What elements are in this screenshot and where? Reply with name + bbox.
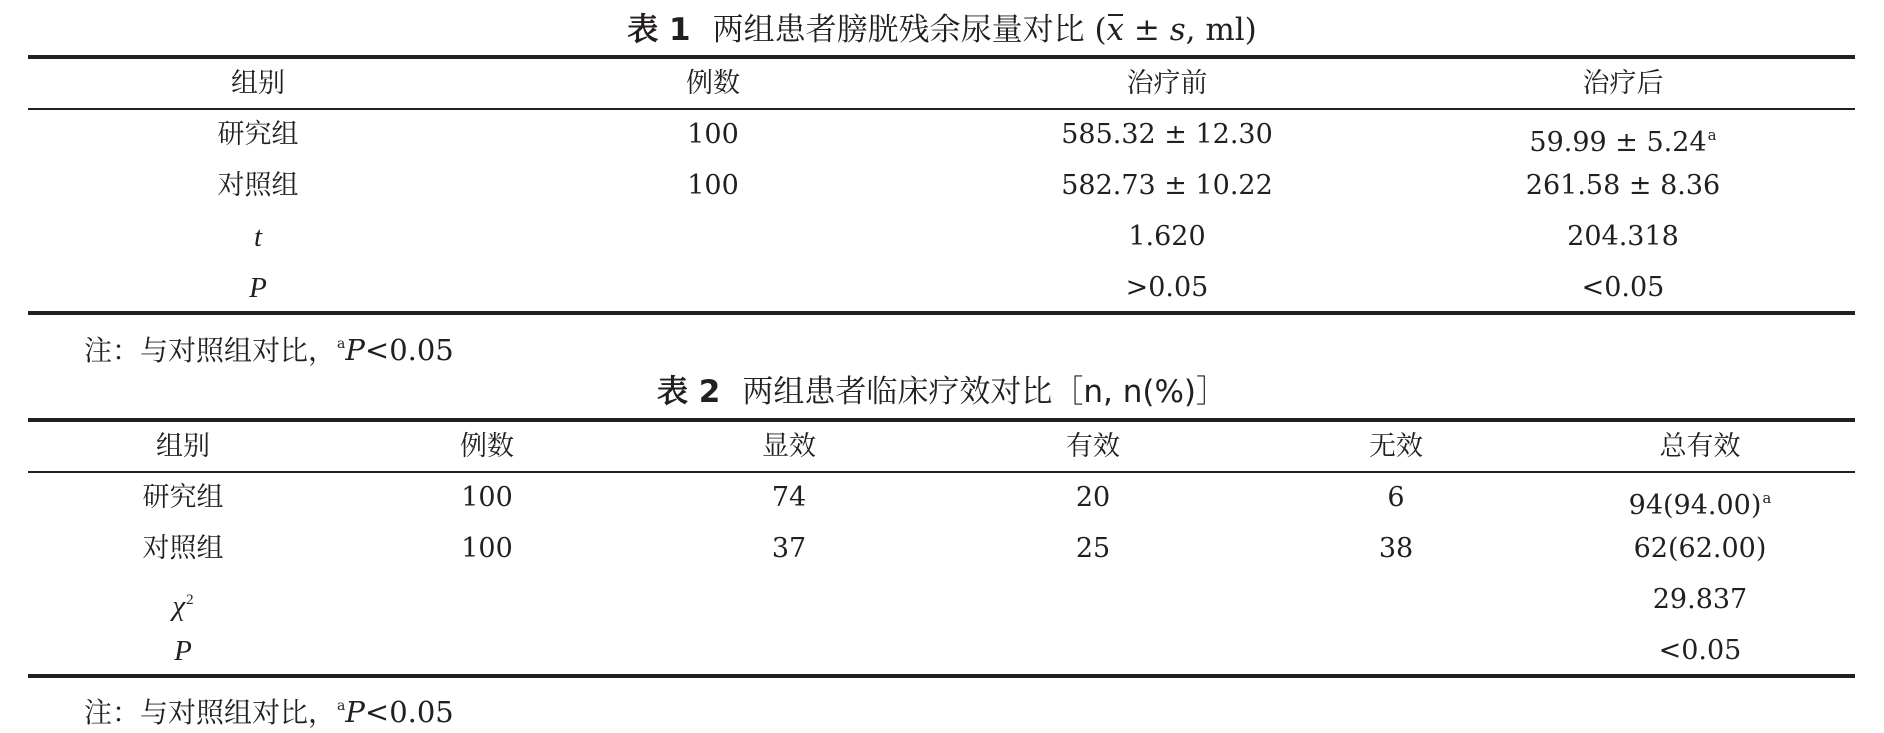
table1-row1-n: 100 — [687, 119, 739, 150]
table2-label: 表 2 — [656, 374, 721, 410]
table2-bottom-rule — [28, 674, 1855, 678]
superscript-a: a — [1762, 489, 1772, 507]
table2-row1-marked: 74 — [771, 482, 807, 513]
table2-title: 两组患者临床疗效对比［n, n(%)］ — [742, 374, 1228, 410]
table1-row2-group: 对照组 — [217, 170, 299, 201]
table1-p-after: <0.05 — [1581, 272, 1665, 303]
table1-row2-after: 261.58 ± 8.36 — [1525, 170, 1721, 201]
table2-row1-total: $94(94.00)^a$ — [1628, 489, 1772, 521]
table1-row2-before: 582.73 ± 10.22 — [1061, 170, 1273, 201]
table1-bottom-rule — [28, 311, 1855, 315]
table2-header-effective: 有效 — [1066, 431, 1120, 462]
table1-p-before: >0.05 — [1125, 272, 1209, 303]
table2-row2-ineffective: 38 — [1378, 533, 1414, 564]
table2-header-total: 总有效 — [1659, 431, 1741, 462]
mean-symbol: x — [1107, 8, 1124, 52]
table1-top-rule — [28, 55, 1855, 59]
table2-header-group: 组别 — [156, 431, 210, 462]
table2-row1-ineffective: 6 — [1387, 482, 1405, 513]
table1-header-n: 例数 — [686, 68, 740, 99]
table1-t-label: t — [253, 221, 263, 253]
table2-chi-label: $\chi^2$ — [172, 590, 194, 622]
table1-note: 注：与对照组对比，$^a$P<0.05 — [84, 333, 454, 367]
table1-unit-tail: , ml) — [1185, 12, 1257, 48]
table1-title: 两组患者膀胱残余尿量对比 — [712, 12, 1085, 48]
table2-header-marked: 显效 — [762, 431, 816, 462]
table1-header-after: 治疗后 — [1582, 68, 1664, 99]
plus-minus-symbol: ± — [1133, 12, 1160, 48]
table1-row1-group: 研究组 — [217, 119, 299, 150]
table1-note-text: 注：与对照组对比， — [84, 334, 337, 367]
table1-row1-after: 59.99 ± 5.24$^a$ — [1529, 126, 1717, 158]
table1-row1-before: 585.32 ± 12.30 — [1061, 119, 1273, 150]
table2-row1-n: 100 — [461, 482, 513, 513]
sd-symbol: s — [1169, 12, 1186, 48]
table2-header-rule — [28, 471, 1855, 473]
table2-row2-marked: 37 — [771, 533, 807, 564]
table1-header-before: 治疗前 — [1126, 68, 1208, 99]
table1-unit-open: ( — [1094, 12, 1107, 48]
table2-caption — [0, 370, 1884, 414]
table2-top-rule — [28, 418, 1855, 422]
table1-label: 表 1 — [627, 12, 691, 48]
superscript-a: a — [1707, 126, 1717, 144]
table1-caption — [0, 8, 1884, 52]
table2-row1-effective: 20 — [1075, 482, 1111, 513]
table1-row2-n: 100 — [687, 170, 739, 201]
table2-row2-n: 100 — [461, 533, 513, 564]
table2-p-label: P — [174, 635, 192, 667]
table1-header-group: 组别 — [231, 68, 285, 99]
table2-chi-total: 29.837 — [1652, 584, 1748, 615]
table2-p-total: <0.05 — [1658, 635, 1742, 666]
table2-header-n: 例数 — [460, 431, 514, 462]
table2-row2-effective: 25 — [1075, 533, 1111, 564]
table2-note: 注：与对照组对比，$^a$P<0.05 — [84, 695, 454, 729]
table2-row2-total: 62(62.00) — [1633, 533, 1767, 564]
table2-row2-group: 对照组 — [142, 533, 224, 564]
table2-header-ineffective: 无效 — [1369, 431, 1423, 462]
table1-t-before: 1.620 — [1128, 221, 1206, 252]
table1-t-after: 204.318 — [1567, 221, 1679, 252]
table2-note-text: 注：与对照组对比， — [84, 696, 337, 729]
table1-header-rule — [28, 108, 1855, 110]
table2-row1-group: 研究组 — [142, 482, 224, 513]
table1-p-label: P — [249, 272, 267, 304]
